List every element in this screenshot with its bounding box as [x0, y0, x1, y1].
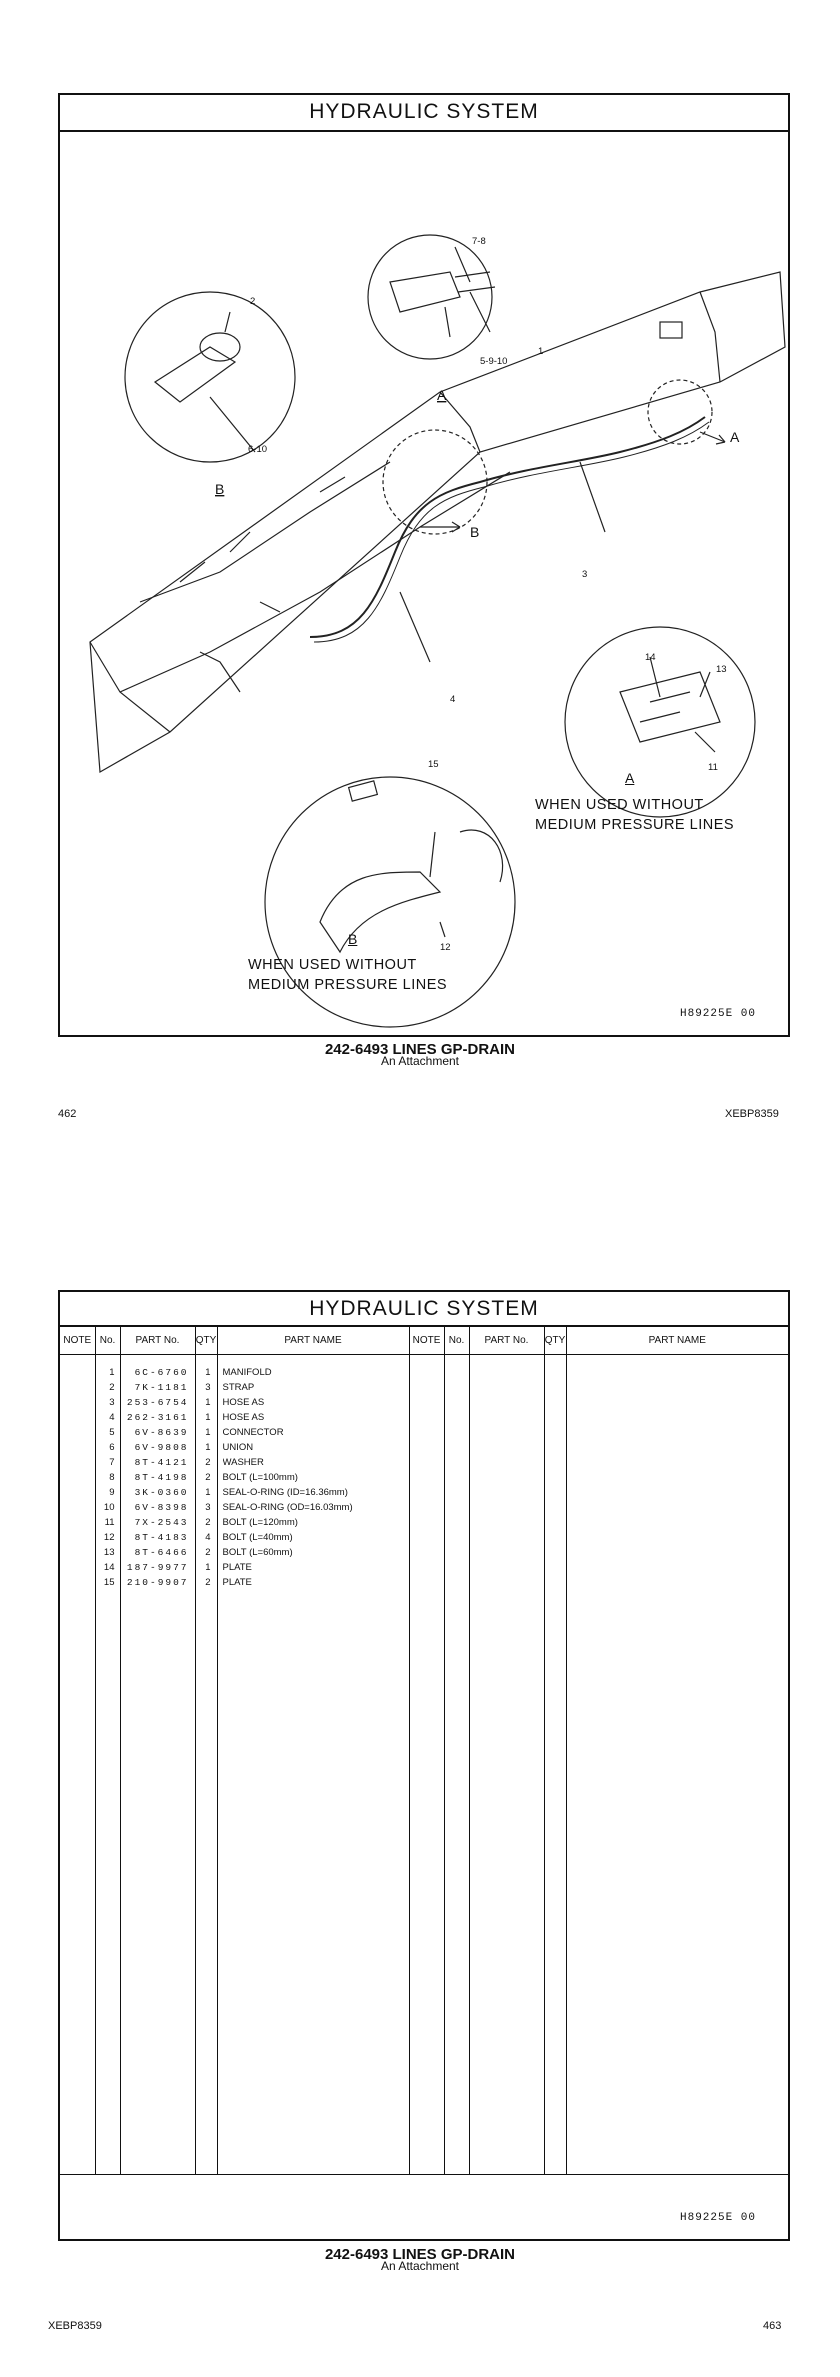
part-number-cell: 1 — [109, 1367, 115, 1378]
qty-cell: 2 — [205, 1472, 211, 1483]
parts-list-frame — [58, 1290, 790, 2241]
part-no-cell: 7K-1181 — [134, 1382, 189, 1393]
callout-13: 13 — [716, 664, 727, 675]
view-a-note — [535, 795, 734, 835]
illustration-frame — [58, 93, 790, 1037]
part-no-column — [120, 1355, 195, 2176]
part-number-cell: 14 — [103, 1562, 115, 1573]
callout-6-10: 6-10 — [248, 444, 268, 455]
part-name-cell: HOSE AS — [222, 1412, 265, 1423]
table-header-row — [60, 1327, 788, 1355]
part-name-cell: HOSE AS — [222, 1397, 265, 1408]
part-number-cell: 3 — [109, 1397, 115, 1408]
qty-cell: 2 — [205, 1517, 211, 1528]
callout-15: 15 — [428, 759, 439, 770]
part-no-cell: 262-3161 — [126, 1412, 189, 1423]
qty-column-2 — [544, 1355, 566, 2176]
qty-cell: 1 — [205, 1427, 211, 1438]
qty-cell: 1 — [205, 1442, 211, 1453]
view-a-note-line2: MEDIUM PRESSURE LINES — [535, 817, 735, 833]
part-name-cell: BOLT (L=60mm) — [222, 1547, 293, 1558]
view-a-label-top: A — [437, 387, 447, 403]
document-code: XEBP8359 — [48, 2320, 102, 2332]
qty-cell: 2 — [205, 1577, 211, 1588]
table-body — [60, 1355, 788, 2176]
figure-caption-sub: An Attachment — [380, 1054, 460, 1068]
view-b-note-line2: MEDIUM PRESSURE LINES — [248, 977, 448, 993]
callout-12: 12 — [440, 942, 451, 953]
part-name-cell: SEAL-O-RING (OD=16.03mm) — [222, 1502, 353, 1513]
qty-cell: 1 — [205, 1367, 211, 1378]
header-qty-2: QTY — [544, 1327, 566, 1355]
qty-cell: 1 — [205, 1487, 211, 1498]
note-column — [60, 1355, 95, 2176]
header-part-name-2: PART NAME — [566, 1327, 788, 1355]
part-number-cell: 9 — [109, 1487, 115, 1498]
part-name-cell: MANIFOLD — [222, 1367, 272, 1378]
header-part-no-2: PART No. — [469, 1327, 544, 1355]
part-number-cell: 12 — [103, 1532, 115, 1543]
part-number-cell: 4 — [109, 1412, 115, 1423]
qty-cell: 3 — [205, 1502, 211, 1513]
part-number-cell: 5 — [109, 1427, 115, 1438]
part-name-column-2 — [566, 1355, 788, 2176]
part-name-cell: BOLT (L=100mm) — [222, 1472, 298, 1483]
callout-7-8: 7-8 — [472, 236, 486, 247]
part-name-cell: CONNECTOR — [222, 1427, 284, 1438]
callout-11: 11 — [708, 762, 718, 773]
part-name-cell: BOLT (L=120mm) — [222, 1517, 298, 1528]
view-b-label-top: B — [215, 481, 225, 497]
qty-cell: 1 — [205, 1397, 211, 1408]
note-column-2 — [409, 1355, 444, 2176]
arrow-b-label: B — [470, 524, 480, 540]
page-title: HYDRAULIC SYSTEM — [309, 1297, 539, 1320]
part-number-cell: 15 — [103, 1577, 115, 1588]
part-name-cell: STRAP — [222, 1382, 255, 1393]
header-part-name: PART NAME — [217, 1327, 409, 1355]
part-no-cell: 6V-8398 — [134, 1502, 189, 1513]
arrow-a-label: A — [730, 429, 740, 445]
part-name-cell: PLATE — [222, 1562, 252, 1573]
header-note: NOTE — [60, 1327, 95, 1355]
part-number-cell: 6 — [109, 1442, 115, 1453]
callout-1: 1 — [538, 346, 544, 357]
part-number-cell: 8 — [109, 1472, 115, 1483]
part-no-cell: 8T-6466 — [134, 1547, 189, 1558]
part-no-cell: 7X-2543 — [134, 1517, 189, 1528]
qty-cell: 2 — [205, 1457, 211, 1468]
page-title: HYDRAULIC SYSTEM — [309, 100, 539, 123]
part-number-cell: 11 — [104, 1517, 115, 1528]
qty-cell: 1 — [205, 1562, 211, 1573]
part-name-cell: SEAL-O-RING (ID=16.36mm) — [222, 1487, 348, 1498]
callout-4: 4 — [450, 694, 456, 705]
table-footer-divider — [60, 2174, 788, 2175]
callout-5-9-10: 5-9-10 — [480, 356, 508, 367]
callout-2: 2 — [250, 296, 256, 307]
part-name-cell: UNION — [222, 1442, 254, 1453]
part-number-cell: 2 — [109, 1382, 115, 1393]
part-no-cell: 6V-9808 — [134, 1442, 189, 1453]
callout-3: 3 — [582, 569, 588, 580]
qty-column — [195, 1355, 217, 2176]
part-number-cell: 13 — [103, 1547, 115, 1558]
figure-caption: 242-6493 LINES GP-DRAIN — [324, 2246, 516, 2263]
callout-14: 14 — [645, 652, 656, 663]
part-number-cell: 10 — [103, 1502, 115, 1513]
header-qty: QTY — [195, 1327, 217, 1355]
part-no-cell: 8T-4121 — [134, 1457, 189, 1468]
drawing-code: H89225E 00 — [680, 1008, 757, 1020]
part-name-cell: BOLT (L=40mm) — [222, 1532, 293, 1543]
figure-caption: 242-6493 LINES GP-DRAIN — [324, 1041, 516, 1058]
qty-cell: 2 — [205, 1547, 211, 1558]
header-no-2: No. — [444, 1327, 469, 1355]
part-no-cell: 8T-4198 — [134, 1472, 189, 1483]
part-name-column — [217, 1355, 409, 2176]
header-part-no: PART No. — [120, 1327, 195, 1355]
part-no-cell: 6V-8639 — [134, 1427, 189, 1438]
qty-cell: 1 — [205, 1412, 211, 1423]
part-no-column-2 — [469, 1355, 544, 2176]
part-no-cell: 3K-0360 — [134, 1487, 189, 1498]
header-no: No. — [95, 1327, 120, 1355]
exploded-view-illustration — [60, 132, 788, 1037]
part-name-cell: PLATE — [222, 1577, 252, 1588]
document-code: XEBP8359 — [725, 1108, 779, 1120]
view-a-label: A — [625, 770, 635, 786]
qty-cell: 3 — [205, 1382, 211, 1393]
view-b-note — [248, 955, 447, 995]
part-number-cell: 7 — [109, 1457, 115, 1468]
part-no-cell: 187-9977 — [126, 1562, 189, 1573]
parts-table — [60, 1327, 788, 2175]
no-column — [95, 1355, 120, 2176]
part-no-cell: 253-6754 — [126, 1397, 189, 1408]
part-no-cell: 6C-6760 — [134, 1367, 189, 1378]
header-note-2: NOTE — [409, 1327, 444, 1355]
page-number: 462 — [58, 1108, 77, 1120]
no-column-2 — [444, 1355, 469, 2176]
qty-cell: 4 — [205, 1532, 211, 1543]
figure-caption-sub: An Attachment — [380, 2259, 460, 2273]
view-b-note-line1: WHEN USED WITHOUT — [248, 957, 417, 973]
view-b-label: B — [348, 931, 358, 947]
part-name-cell: WASHER — [222, 1457, 264, 1468]
page-number: 463 — [763, 2320, 782, 2332]
part-no-cell: 8T-4183 — [134, 1532, 189, 1543]
drawing-code: H89225E 00 — [680, 2212, 757, 2224]
part-no-cell: 210-9907 — [126, 1577, 189, 1588]
view-a-note-line1: WHEN USED WITHOUT — [535, 797, 704, 813]
